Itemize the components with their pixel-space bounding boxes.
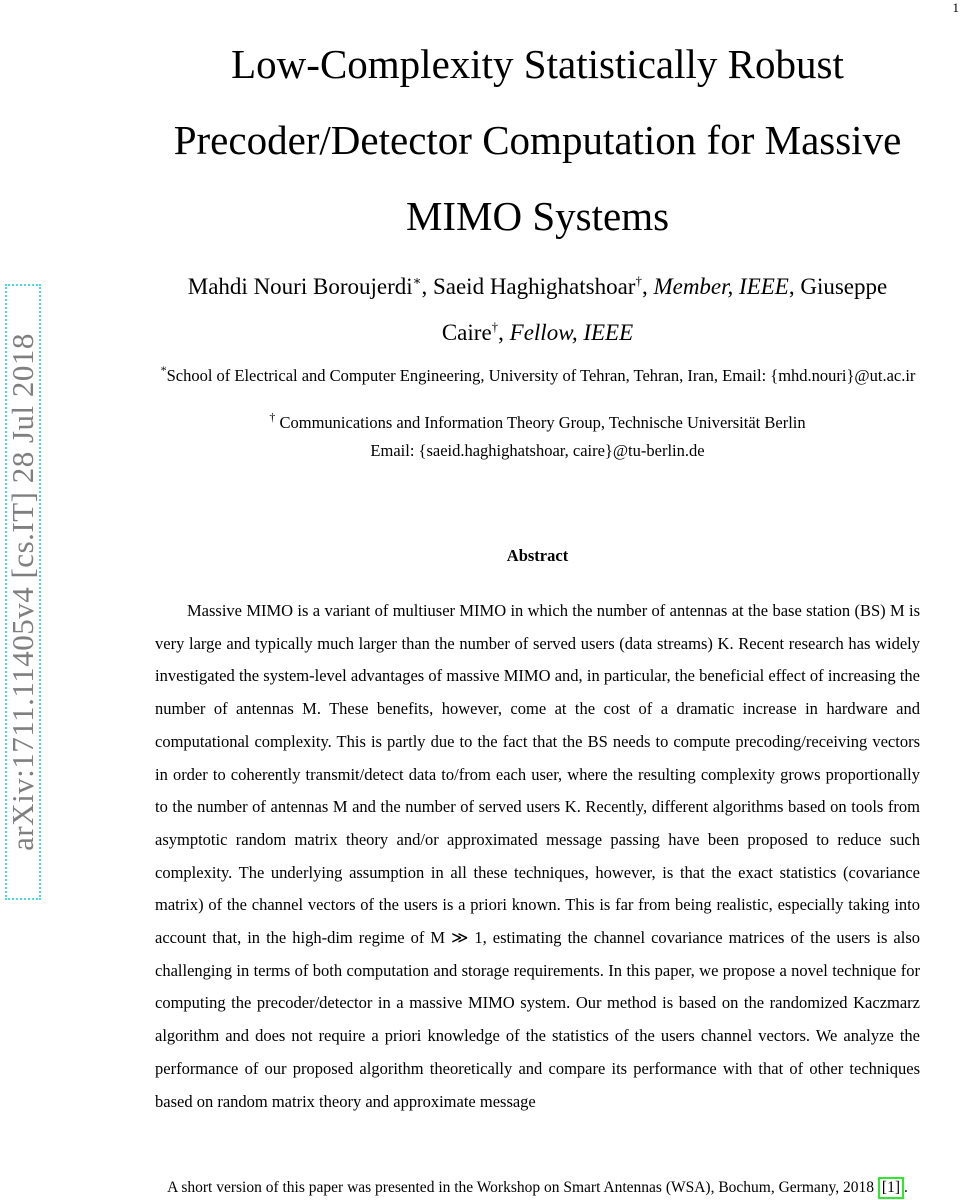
- author-mark: ∗: [412, 273, 422, 288]
- footnote: [120, 1177, 955, 1199]
- author-separator: ,: [421, 274, 433, 299]
- author-separator: ,: [641, 274, 654, 299]
- abstract-body: Massive MIMO is a variant of multiuser MIMO in which the number of antennas at the base station (BS) M is very large and typically much larger than the number of served users (data streams) K. Recent research has widely investigated the system-level advantages of massive MIMO and, in particular, the beneficial effect of increasing the number of antennas M. These benefits, however, come at the cost of a dramatic increase in hardware and computational complexity. This is partly due to the fact that the BS needs to compute precoding/receiving vectors in order to coherently transmit/detect data to/from each user, where the resulting complexity grows proportionally to the number of antennas M and the number of served users K. Recently, different algorithms based on tools from asymptotic random matrix theory and/or approximated message passing have been proposed to reduce such complexity. The underlying assumption in all these techniques, however, is that the exact statistics (covariance matrix) of the channel vectors of the users is a priori known. This is far from being realistic, especially taking into account that, in the high-dim regime of M ≫ 1, estimating the channel covariance matrices of the users is also challenging in terms of both computation and storage requirements. In this paper, we propose a novel technique for computing the precoder/detector in a massive MIMO system. Our method is based on the randomized Kaczmarz algorithm and does not require a priori knowledge of the statistics of the users channel vectors. We analyze the performance of our proposed algorithm theoretically and compare its performance with that of other techniques based on random matrix theory and approximate message: [155, 601, 920, 1111]
- affiliation-1: [108, 363, 965, 386]
- title-line-2: Precoder/Detector Computation for Massive: [173, 117, 902, 163]
- footnote-text: A short version of this paper was presented in the Workshop on Smart Antennas (WSA), Bochum, Germany, 2018: [167, 1179, 878, 1196]
- affiliation-text: School of Electrical and Computer Engineering, University of Tehran, Tehran, Iran, Email: {mhd.nouri}@ut.ac.ir: [166, 366, 916, 385]
- author-name: Giuseppe: [800, 274, 888, 299]
- title-line-1: Low-Complexity Statistically Robust: [231, 41, 844, 87]
- author-separator: ,: [498, 320, 510, 345]
- author-membership: Fellow, IEEE: [509, 320, 634, 345]
- affiliation-email: Email: {saeid.haghighatshoar, caire}@tu-berlin.de: [370, 441, 705, 460]
- author-line-1: [120, 264, 955, 310]
- author-line-2: [120, 310, 955, 356]
- affiliation-2: [120, 409, 955, 465]
- arxiv-stamp-text: arXiv:1711.11405v4 [cs.IT] 28 Jul 2018: [5, 333, 40, 851]
- title-line-3: MIMO Systems: [405, 193, 670, 239]
- footnote-end: .: [903, 1179, 908, 1196]
- arxiv-stamp[interactable]: [5, 284, 41, 900]
- author-membership: Member, IEEE: [653, 274, 789, 299]
- affiliation-text: Communications and Information Theory Group, Technische Universität Berlin: [275, 413, 806, 432]
- affiliation-mark: †: [269, 410, 276, 424]
- author-list: [120, 264, 955, 356]
- author-separator: ,: [788, 274, 801, 299]
- paper-title: [120, 26, 955, 254]
- author-name: Saeid Haghighatshoar: [432, 274, 636, 299]
- citation-link[interactable]: [1]: [878, 1177, 904, 1199]
- affiliation-mark: *: [160, 363, 167, 377]
- author-mark: †: [491, 319, 499, 334]
- author-name: Mahdi Nouri Boroujerdi: [187, 274, 413, 299]
- author-mark: †: [635, 273, 642, 288]
- page-number: 1: [952, 0, 959, 15]
- author-name: Caire: [441, 320, 492, 345]
- abstract-heading: Abstract: [506, 546, 569, 565]
